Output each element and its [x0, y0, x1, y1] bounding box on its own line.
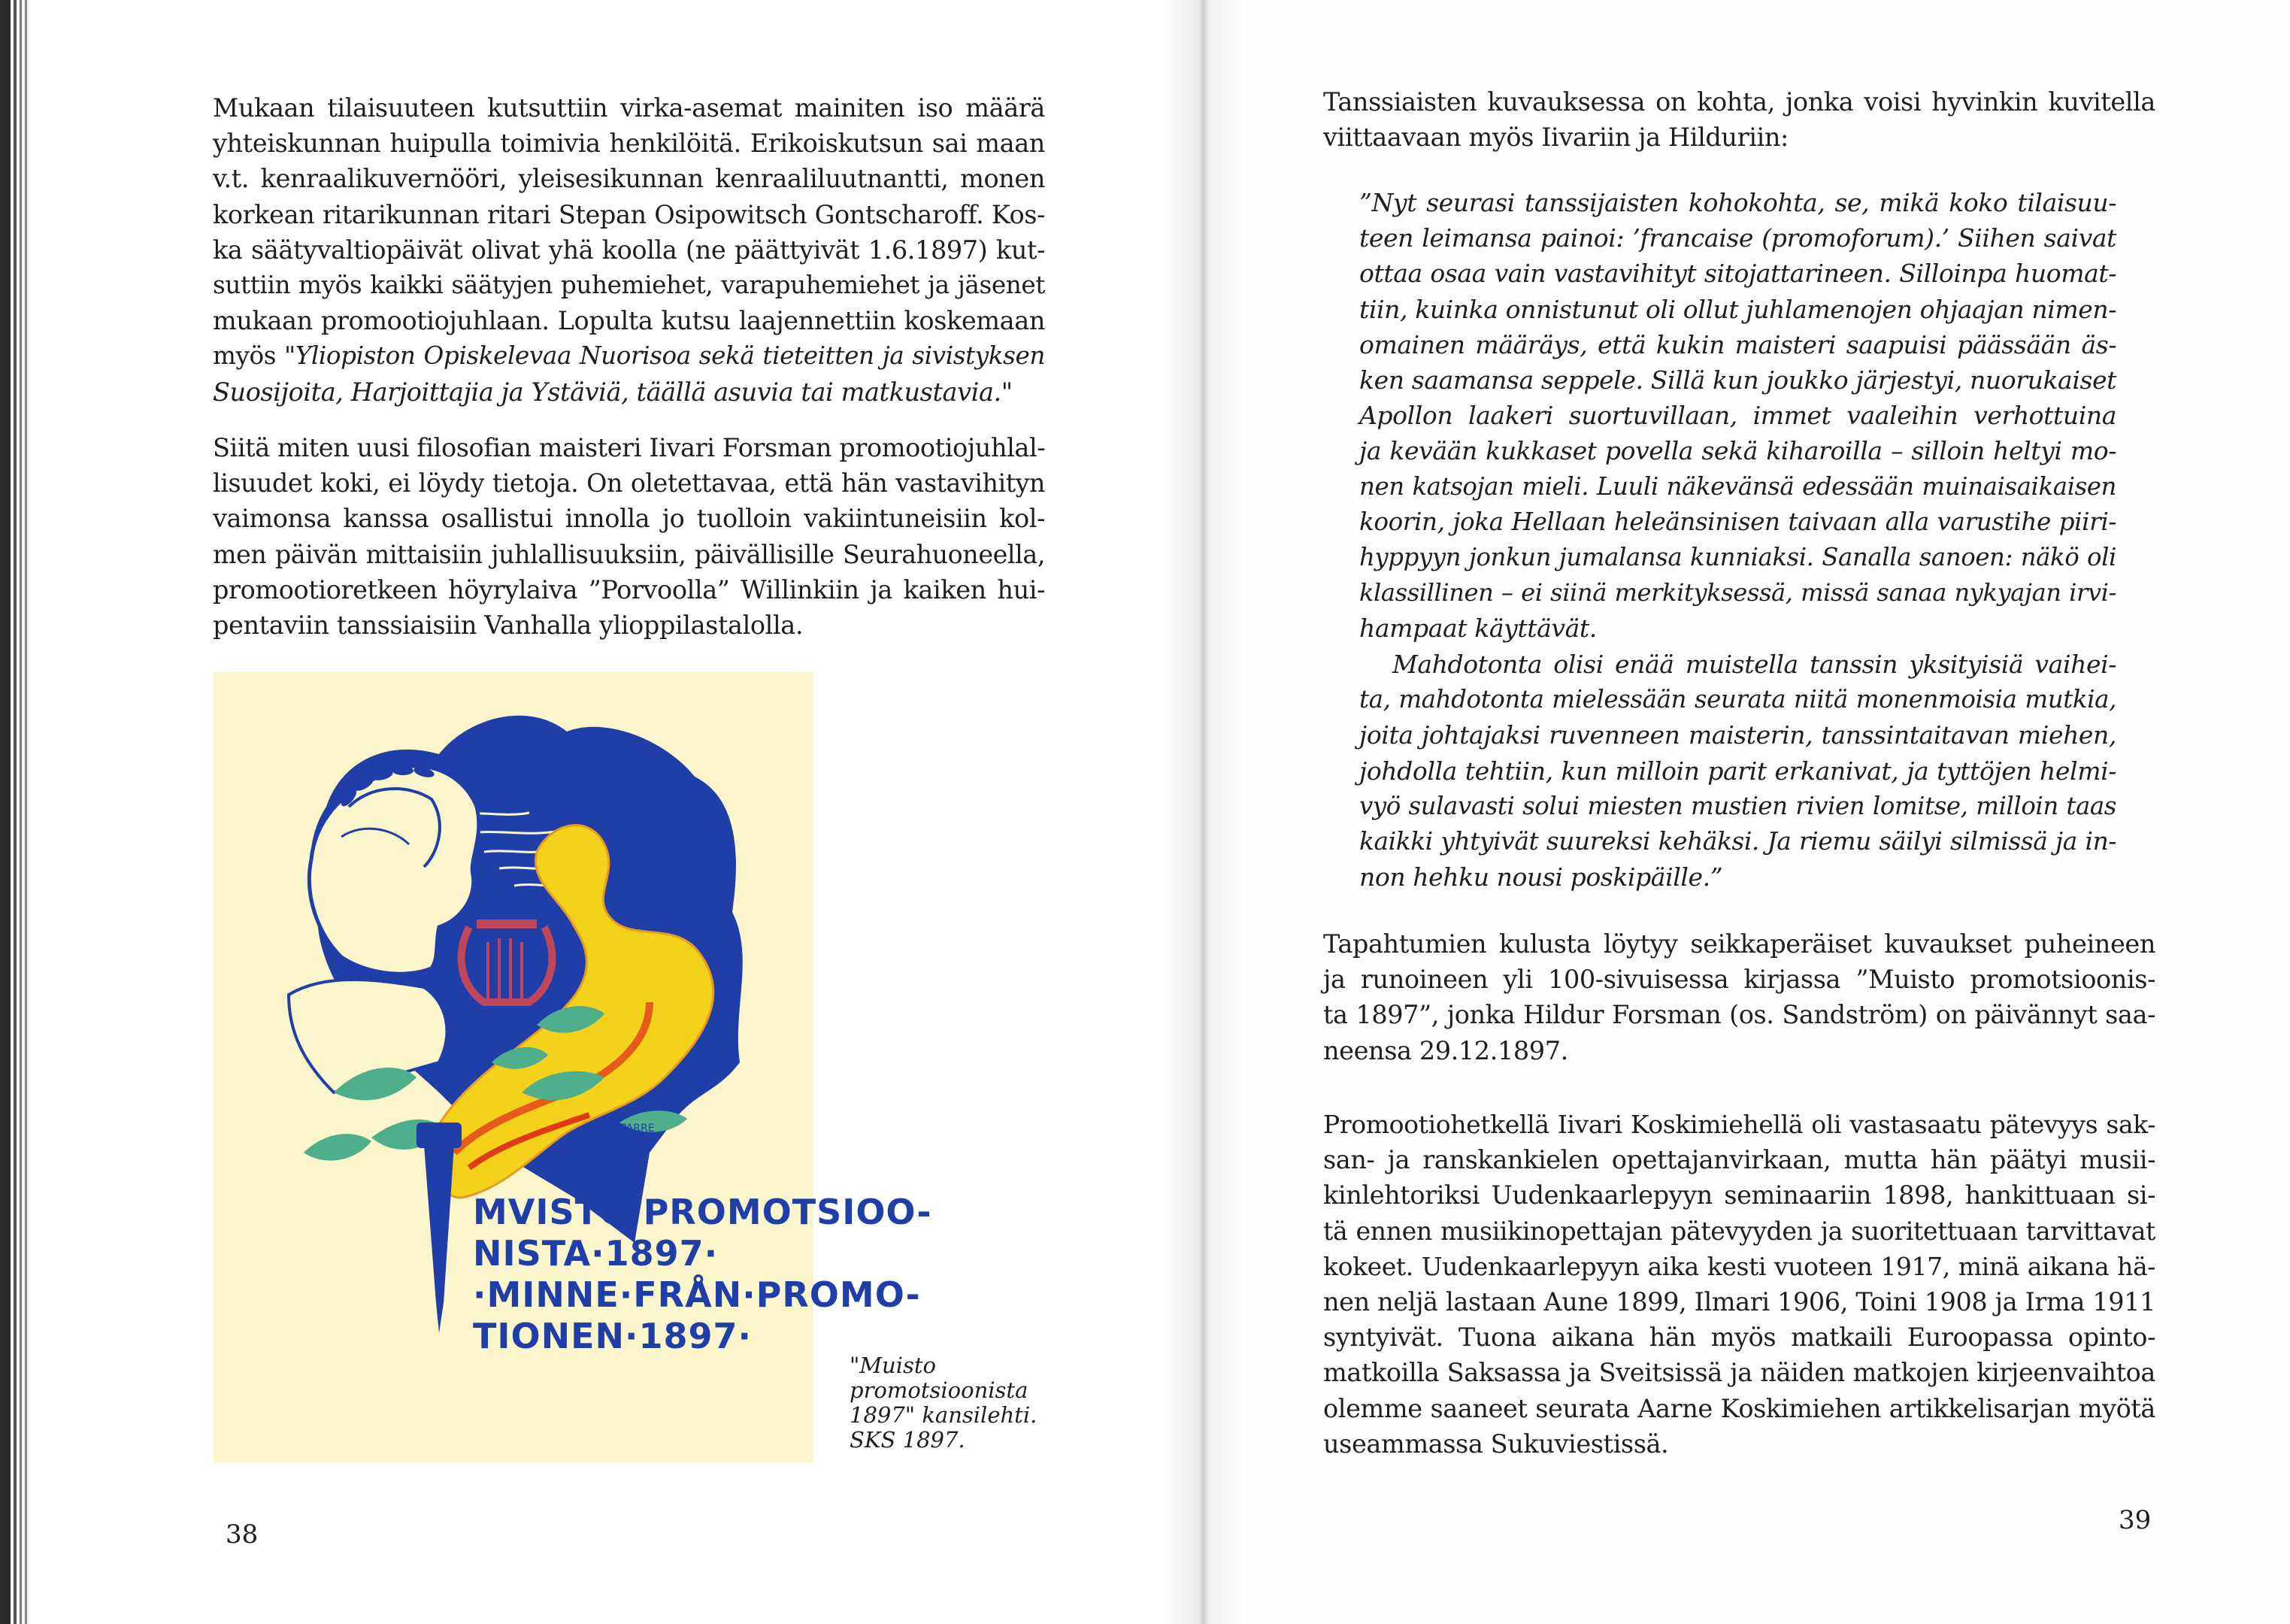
right-paragraph-4: [1323, 1107, 2155, 1462]
text-line: nen neljä lastaan Aune 1899, Ilmari 1906, Toini 1908 ja Irma 1911: [1323, 1286, 2155, 1316]
left-paragraph-2: [213, 430, 1045, 643]
text-line: viittaavaan myös Iivariin ja Hilduriin:: [1323, 123, 1789, 153]
text-fragment: myös: [213, 341, 277, 371]
text-line: Siitä miten uusi filosofian maisteri Iivari Forsman promootiojuhlal-: [213, 433, 1046, 462]
text-line: v.t. kenraalikuvernööri, yleisesikunnan kenraaliluutnantti, monen: [213, 164, 1045, 194]
text-line: syntyivät. Tuona aikana hän myös matkaili Euroopassa opinto-: [1323, 1323, 2155, 1353]
quote-line: koorin, joka Hellaan heleänsinisen taivaan alla varustihe piiri-: [1359, 507, 2116, 536]
text-line: pentaviin tanssiaisiin Vanhalla ylioppilastalolla.: [213, 610, 804, 640]
quote-line: Apollon laakeri suortuvillaan, immet vaaleihin verhottuina: [1359, 401, 2116, 431]
italic-quote: "Yliopiston Opiskelevaa Nuorisoa sekä tieteitten ja sivistyksen: [284, 341, 1045, 371]
quote-line: teen leimansa painoi: ’francaise (promoforum).’ Siihen saivat: [1359, 223, 2116, 253]
page-number-right: 39: [2119, 1505, 2152, 1535]
text-line: vaimonsa kanssa osallistui innolla jo tuolloin vakiintuneisiin kol-: [213, 504, 1045, 534]
right-intro: [1323, 84, 2155, 155]
text-line: yhteiskunnan huipulla toimivia henkilöitä. Erikoiskutsun sai maan: [213, 129, 1045, 159]
quote-line: ken saamansa seppele. Sillä kun joukko järjestyi, nuorukaiset: [1359, 365, 2116, 395]
text-line: useammassa Sukuviestissä.: [1323, 1429, 1669, 1459]
cover-title-line: TIONEN·1897·: [473, 1316, 752, 1356]
cover-title-line: ·MINNE·FRÅN·PROMO-: [473, 1274, 921, 1315]
text-line: promootioretkeen höyrylaiva ”Porvoolla” Willinkiin ja kaiken hui-: [213, 574, 1045, 604]
quote-line: non hehku nousi poskipäille.”: [1359, 862, 1723, 892]
text-line: kinlehtoriksi Uudenkaarlepyyn seminaariin 1898, hankittuaan si-: [1323, 1180, 2155, 1210]
quote-line: nen katsojan mieli. Luuli näkevänsä edessään muinaisaikaisen: [1359, 471, 2116, 501]
text-line: mukaan promootiojuhlaan. Lopulta kutsu laajennettiin koskemaan: [213, 306, 1045, 336]
quote-line: omainen määräys, että kukin maisteri saapuisi päässään äs-: [1359, 329, 2116, 359]
text-line: men päivän mittaisiin juhlallisuuksiin, päivällisille Seurahuoneella,: [213, 539, 1045, 569]
text-line: ka säätyvaltiopäivät olivat yhä koolla (ne päättyivät 1.6.1897) kut-: [213, 235, 1045, 265]
caption-line: "Muisto: [850, 1353, 936, 1378]
quote-line: ta, mahdotonta mielessään seurata niitä monenmoisia mutkia,: [1359, 685, 2116, 714]
text-line: korkean ritarikunnan ritari Stepan Osipowitsch Gontscharoff. Kos-: [213, 199, 1045, 229]
text-line: ja runoineen yli 100-sivuisessa kirjassa ”Muisto promotsioonis-: [1323, 965, 2155, 995]
cover-title-line: MVISTO·PROMOTSIOO-: [473, 1192, 932, 1232]
quote-line: tiin, kuinka onnistunut oli ollut juhlamenojen ohjaajan nimen-: [1359, 294, 2116, 324]
quote-line: hampaat käyttävät.: [1359, 614, 1597, 644]
quote-line: vyö sulavasti solui miesten mustien rivien lomitse, milloin taas: [1359, 791, 2116, 820]
text-line: olemme saaneet seurata Aarne Koskimiehen artikkelisarjan myötä: [1323, 1393, 2155, 1423]
text-line: Tanssiaisten kuvauksessa on kohta, jonka voisi hyvinkin kuvitella: [1323, 87, 2155, 117]
page-number-left: 38: [226, 1519, 259, 1550]
quote-line: joita johtajaksi ruvenneen maisterin, tanssintaitavan miehen,: [1359, 720, 2116, 750]
left-paragraph-1: [213, 90, 1045, 410]
caption-line: 1897" kansilehti.: [850, 1402, 1037, 1428]
text-line: Promootiohetkellä Iivari Koskimiehellä oli vastasaatu pätevyys sak-: [1323, 1110, 2155, 1139]
text-line: neensa 29.12.1897.: [1323, 1035, 1568, 1065]
quote-line: Mahdotonta olisi enää muistella tanssin yksityisiä vaihei-: [1392, 650, 2116, 679]
text-line: matkoilla Saksassa ja Sveitsissä ja näiden matkojen kirjeenvaihtoa: [1323, 1358, 2155, 1388]
caption-line: SKS 1897.: [850, 1427, 965, 1453]
artist-signature: L.SPARRE: [604, 1123, 655, 1135]
text-line: [213, 338, 1045, 374]
quote-line: hyppyyn jonkun jumalansa kunniaksi. Sanalla sanoen: näkö oli: [1359, 542, 2116, 571]
figure-caption: [850, 1353, 1075, 1453]
italic-quote: Suosijoita, Harjoittajia ja Ystäviä, täällä asuvia tai matkustavia.": [213, 377, 1013, 407]
text-line: kokeet. Uudenkaarlepyyn aika kesti vuoteen 1917, minä aikana hä-: [1323, 1251, 2155, 1281]
text-line: Mukaan tilaisuuteen kutsuttiin virka-asemat mainiten iso määrä: [213, 93, 1045, 123]
quote-line: johdolla tehtiin, kun milloin parit erkanivat, ja tyttöjen helmi-: [1359, 756, 2116, 786]
quote-line: ”Nyt seurasi tanssijaisten kohokohta, se, mikä koko tilaisuu-: [1359, 188, 2116, 217]
quote-line: ja kevään kukkaset povella sekä kiharoilla – silloin heltyi mo-: [1359, 436, 2116, 466]
block-quote-1: [1359, 185, 2116, 646]
text-line: Tapahtumien kulusta löytyy seikkaperäiset kuvaukset puheineen: [1323, 929, 2155, 959]
text-line: ta 1897”, jonka Hildur Forsman (os. Sandström) on päivännyt saa-: [1323, 1000, 2155, 1030]
quote-line: klassillinen – ei siinä merkityksessä, missä sanaa nykyajan irvi-: [1359, 578, 2116, 607]
block-quote-2: [1359, 647, 2116, 895]
text-line: tä ennen musiikinopettajan pätevyyden ja suoritettuaan tarvittavat: [1323, 1216, 2155, 1246]
text-line: san- ja ranskankielen opettajanvirkaan, mutta hän päätyi musii-: [1323, 1145, 2155, 1175]
right-paragraph-3: [1323, 926, 2155, 1068]
quote-line: kaikki yhtyivät suureksi kehäksi. Ja riemu säilyi silmissä ja in-: [1359, 826, 2116, 856]
text-line: suttiin myös kaikki säätyjen puhemiehet, varapuhemiehet ja jäsenet: [213, 270, 1045, 299]
caption-line: promotsioonista: [850, 1377, 1028, 1403]
quote-line: ottaa osaa vain vastavihityt sitojattarineen. Silloinpa huomat-: [1359, 259, 2116, 289]
book-gutter: [1162, 0, 1244, 1624]
cover-title-line: NISTA·1897·: [473, 1233, 719, 1274]
text-line: lisuudet koki, ei löydy tietoja. On oletettavaa, että hän vastavihityn: [213, 468, 1045, 498]
